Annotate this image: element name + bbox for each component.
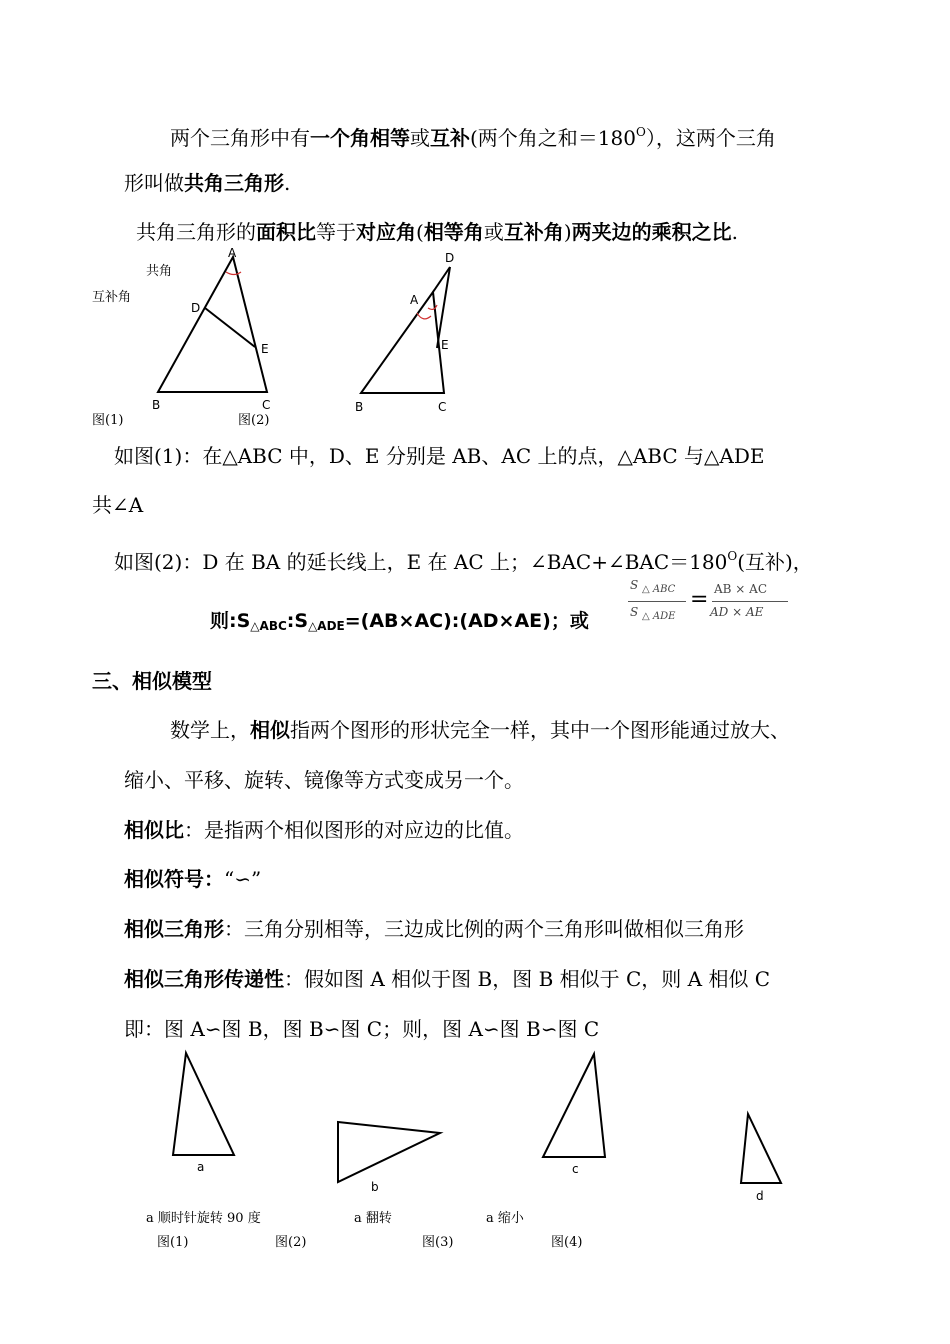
bold-one-angle-equal: 一个角相等: [310, 126, 410, 150]
caption-bottom-figure-4: 图(4): [551, 1235, 583, 1250]
paragraph-similarity-ratio: [124, 817, 524, 843]
den-sub: △ ADE: [642, 611, 676, 622]
text-span: ：三角分别相等，三边成比例的两个三角形叫做相似三角形: [224, 917, 744, 941]
triangle-b: [338, 1122, 440, 1182]
paragraph-similarity-symbol: [124, 866, 261, 892]
rhs-numerator: AB × AC: [714, 582, 768, 596]
bold-common-angle-triangle: 共角三角形: [184, 171, 284, 195]
triangle-abc: [158, 257, 267, 392]
rhs-denominator: AD × AE: [710, 605, 764, 619]
label-a: a: [197, 1160, 205, 1174]
bold-supplementary-angle: 互补角: [503, 220, 564, 244]
bold-term: 相似比: [124, 818, 184, 842]
vertex-label-e: E: [441, 338, 449, 352]
description-shrink: a 缩小: [486, 1211, 524, 1226]
figure-bottom-triangles: [0, 1040, 950, 1210]
description-rotate: a 顺时针旋转 90 度: [146, 1211, 261, 1226]
figure-common-angle-triangle: [150, 244, 280, 414]
bold-corresponding-angle: 对应角: [356, 220, 416, 244]
label-c: c: [572, 1162, 579, 1176]
text-span: =(AB×AC):(AD×AE)；或: [344, 610, 589, 632]
text-span: (: [416, 220, 424, 244]
vertex-label-c: C: [262, 398, 271, 412]
text-span: 形叫做: [124, 171, 184, 195]
paragraph-similarity-definition-line2: 缩小、平移、旋转、镜像等方式变成另一个。: [124, 768, 524, 792]
paragraph-definition-line2: [124, 170, 290, 196]
caption-figure-1: 图(1): [92, 413, 124, 428]
bold-area-ratio: 面积比: [256, 220, 316, 244]
num-sub: △ ABC: [642, 584, 676, 595]
bold-equal-angle: 相等角: [423, 220, 484, 244]
caption-bottom-figure-2: 图(2): [275, 1235, 307, 1250]
text-span: ): [563, 220, 572, 244]
paragraph-figure1-explanation: 如图(1)：在△ABC 中，D、E 分别是 AB、AC 上的点，△ABC 与△ADE: [114, 444, 765, 468]
vertex-label-a: A: [228, 246, 237, 260]
fraction-bar-right: [712, 601, 788, 602]
bold-term: 相似三角形传递性: [124, 967, 284, 991]
caption-bottom-figure-3: 图(3): [422, 1235, 454, 1250]
paragraph-figure2-explanation: [114, 543, 813, 575]
paragraph-transitivity-example: 即：图 A∽图 B，图 B∽图 C；则，图 A∽图 B∽图 C: [124, 1017, 600, 1041]
vertex-label-b: B: [355, 400, 364, 414]
num-s: S: [630, 578, 639, 592]
label-common-angle: 共角: [146, 264, 173, 279]
text-span: 两个三角形中有: [170, 126, 310, 150]
text-span: 如图(2)：D 在 BA 的延长线上，E 在 AC 上；∠BAC+∠BAC＝180: [114, 550, 728, 574]
angle-mark-bac: [417, 313, 431, 319]
paragraph-similar-triangles: [124, 916, 744, 942]
bold-product-ratio: 两夹边的乘积之比: [571, 220, 732, 244]
label-supplementary-angle: 互补角: [92, 290, 132, 305]
angle-mark-a: [226, 272, 241, 275]
vertex-label-c: C: [438, 400, 447, 414]
subscript-abc: △ABC: [250, 619, 287, 633]
triangle-a: [173, 1053, 234, 1155]
description-flip: a 翻转: [354, 1211, 392, 1226]
text-span: .: [731, 220, 738, 244]
vertex-label-d: D: [191, 301, 201, 315]
vertex-label-d: D: [445, 251, 455, 265]
degree-sup: O: [727, 549, 738, 563]
equals-sign: =: [690, 587, 709, 612]
triangle-abc: [361, 292, 444, 393]
label-b: b: [371, 1180, 379, 1194]
text-span: ：是指两个相似图形的对应边的比值。: [184, 818, 524, 842]
caption-bottom-figure-1: 图(1): [157, 1235, 189, 1250]
paragraph-definition-line1: [170, 119, 776, 151]
bold-term: 相似三角形: [124, 917, 224, 941]
text-span: .: [284, 171, 291, 195]
text-span: 指两个图形的形状完全一样，其中一个图形能通过放大、: [290, 718, 790, 742]
triangle-d: [741, 1114, 781, 1183]
text-span: 或: [410, 126, 430, 150]
subscript-ade: △ADE: [308, 619, 345, 633]
paragraph-transitivity: [124, 966, 770, 992]
text-span: 则:S: [210, 610, 251, 632]
paragraph-figure1-explanation-line2: 共∠A: [92, 493, 144, 517]
bold-term: 相似符号：: [124, 867, 224, 891]
caption-figure-2: 图(2): [238, 413, 270, 428]
segment-de: [437, 267, 450, 348]
fraction-bar-left: [628, 601, 686, 602]
section-title: 三、相似模型: [92, 669, 212, 693]
degree-sup: O: [635, 125, 646, 139]
figure-supplementary-angle-triangle: [355, 250, 465, 415]
fraction-formula: [628, 578, 798, 630]
vertex-label-e: E: [261, 342, 269, 356]
label-d: d: [756, 1189, 764, 1203]
text-span: 数学上，: [170, 718, 250, 742]
den-s: S: [630, 605, 639, 619]
vertex-label-a: A: [410, 293, 419, 307]
bold-supplementary: 互补: [430, 126, 470, 150]
paragraph-area-ratio: [136, 219, 738, 245]
text-span: :S: [286, 610, 309, 632]
paragraph-similarity-definition: [170, 717, 790, 743]
area-ratio-formula: [210, 608, 589, 639]
text-span: 或: [483, 220, 504, 244]
triangle-c: [543, 1054, 605, 1157]
bold-similar: 相似: [250, 718, 290, 742]
text-span: ），这两个三角: [645, 126, 776, 150]
text-span: “∽”: [224, 867, 262, 891]
text-span: 共角三角形的: [136, 220, 256, 244]
vertex-label-b: B: [152, 398, 161, 412]
text-span: (两个角之和＝180: [470, 126, 636, 150]
text-span: (互补)，: [737, 550, 813, 574]
text-span: 等于: [316, 220, 356, 244]
text-span: ：假如图 A 相似于图 B，图 B 相似于 C，则 A 相似 C: [284, 967, 771, 991]
